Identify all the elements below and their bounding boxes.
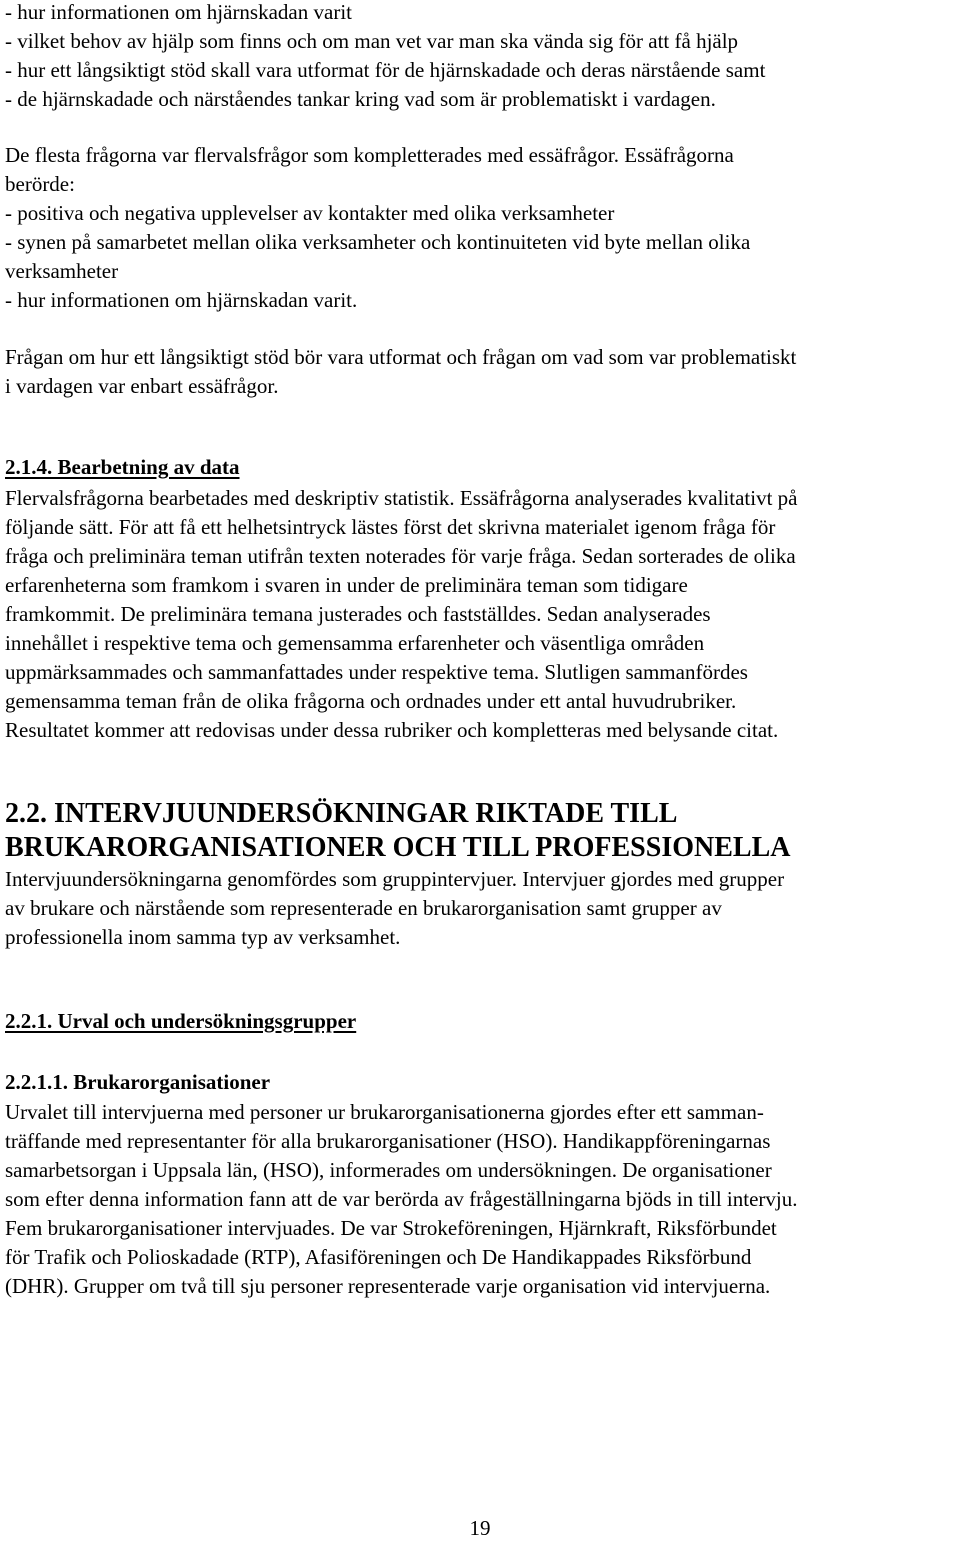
paragraph-line: uppmärksammades och sammanfattades under respektive tema. Slutligen sammanfördes — [5, 660, 748, 684]
paragraph-line: - hur informationen om hjärnskadan varit. — [5, 288, 358, 312]
list-item: - hur informationen om hjärnskadan varit — [5, 0, 352, 24]
list-item: - hur ett långsiktigt stöd skall vara utformat för de hjärnskadade och deras närstående samt — [5, 58, 766, 82]
paragraph-line: Urvalet till intervjuerna med personer ur brukarorganisationerna gjordes efter ett samman- — [5, 1100, 764, 1124]
heading-2-2-1-1: 2.2.1.1. Brukarorganisationer — [5, 1070, 271, 1094]
paragraph-line: av brukare och närstående som representerade en brukarorganisation samt grupper av — [5, 896, 722, 920]
paragraph-line: Flervalsfrågorna bearbetades med deskriptiv statistik. Essäfrågorna analyserades kvalitativt på — [5, 486, 798, 510]
paragraph-line: Frågan om hur ett långsiktigt stöd bör vara utformat och frågan om vad som var problematiskt — [5, 345, 797, 369]
heading-line: BRUKARORGANISATIONER OCH TILL PROFESSIONELLA — [5, 832, 791, 863]
paragraph-line: erfarenheterna som framkom i svaren in under de preliminära teman som tidigare — [5, 573, 688, 597]
paragraph-selection — [5, 1098, 957, 1301]
paragraph-line: - positiva och negativa upplevelser av kontakter med olika verksamheter — [5, 201, 615, 225]
paragraph-line: samarbetsorgan i Uppsala län, (HSO), informerades om undersökningen. De organisationer — [5, 1158, 772, 1182]
paragraph-line: berörde: — [5, 172, 75, 196]
paragraph-line: Fem brukarorganisationer intervjuades. De var Strokeföreningen, Hjärnkraft, Riksförbundet — [5, 1216, 777, 1240]
paragraph-line: för Trafik och Polioskadade (RTP), Afasiföreningen och De Handikappades Riksförbund — [5, 1245, 752, 1269]
page-number: 19 — [469, 1516, 491, 1540]
list-item: - vilket behov av hjälp som finns och om man vet var man ska vända sig för att få hjälp — [5, 29, 739, 53]
heading-2-2 — [5, 797, 957, 865]
paragraph-line: Resultatet kommer att redovisas under dessa rubriker och kompletteras med belysande citat. — [5, 718, 779, 742]
paragraph-interviews — [5, 865, 957, 952]
paragraph-data-processing — [5, 484, 957, 745]
paragraph-line: gemensamma teman från de olika frågorna och ordnades under ett antal huvudrubriker. — [5, 689, 737, 713]
heading-line: 2.2. INTERVJUUNDERSÖKNINGAR RIKTADE TILL — [5, 798, 678, 829]
paragraph-line: träffande med representanter för alla brukarorganisationer (HSO). Handikappföreningarnas — [5, 1129, 771, 1153]
paragraph-line: som efter denna information fann att de var berörda av frågeställningarna bjöds in till intervju. — [5, 1187, 798, 1211]
paragraph-line: följande sätt. För att få ett helhetsintryck lästes först det skrivna materialet igenom fråga för — [5, 515, 776, 539]
paragraph-line: fråga och preliminära teman utifrån texten noterades för varje fråga. Sedan sorterades de olika — [5, 544, 796, 568]
list-item: - de hjärnskadade och närståendes tankar kring vad som är problematiskt i vardagen. — [5, 87, 716, 111]
heading-2-1-4: 2.1.4. Bearbetning av data — [5, 455, 240, 479]
paragraph-line: verksamheter — [5, 259, 119, 283]
paragraph-line: i vardagen var enbart essäfrågor. — [5, 374, 279, 398]
paragraph-essay-questions — [5, 141, 957, 315]
document-page — [5, 0, 957, 1301]
paragraph-line: professionella inom samma typ av verksamhet. — [5, 925, 401, 949]
paragraph-line: - synen på samarbetet mellan olika verksamheter och kontinuiteten vid byte mellan olika — [5, 230, 751, 254]
paragraph-line: innehållet i respektive tema och gemensamma erfarenheter och väsentliga områden — [5, 631, 705, 655]
paragraph-line: (DHR). Grupper om två till sju personer representerade varje organisation vid intervjuerna. — [5, 1274, 771, 1298]
heading-2-2-1: 2.2.1. Urval och undersökningsgrupper — [5, 1009, 357, 1033]
paragraph-line: De flesta frågorna var flervalsfrågor som kompletterades med essäfrågor. Essäfrågorna — [5, 143, 734, 167]
paragraph-line: framkommit. De preliminära temana justerades och fastställdes. Sedan analyserades — [5, 602, 711, 626]
paragraph-line: Intervjuundersökningarna genomfördes som gruppintervjuer. Intervjuer gjordes med grupper — [5, 867, 785, 891]
paragraph-longterm-support — [5, 343, 957, 401]
intro-list — [5, 0, 957, 114]
